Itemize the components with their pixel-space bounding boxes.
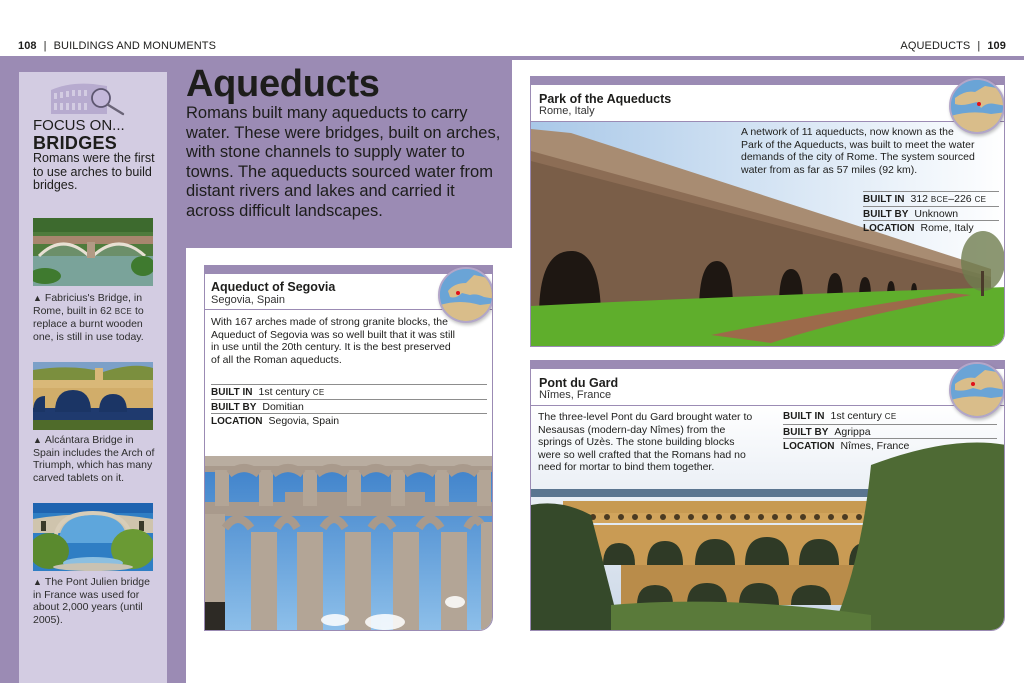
triangle-up-icon: ▲: [33, 435, 42, 445]
fact-row-built-in: [863, 191, 999, 206]
card-body: With 167 arches made of strong granite blocks, the Aqueduct of Segovia was so well built that it was still in use until the 20th century. It is the best preserved of all the Roman aqueducts.: [211, 316, 455, 366]
fact-row-built-by: [211, 399, 487, 414]
fact-label: LOCATION: [863, 223, 915, 234]
card-title: Pont du Gard: [539, 376, 619, 390]
fact-label: BUILT BY: [863, 208, 909, 220]
globe-europe-france-icon: [949, 362, 1005, 418]
card-title: Park of the Aqueducts: [539, 92, 672, 106]
focus-label: FOCUS ON...: [33, 117, 125, 134]
card-title: Aqueduct of Segovia: [211, 280, 336, 294]
caption-text: Fabricius's Bridge, in Rome, built in 62: [33, 292, 143, 317]
separator: |: [977, 40, 981, 52]
fact-label: LOCATION: [783, 441, 835, 452]
alcantara-caption: [33, 434, 159, 484]
focus-title: BRIDGES: [33, 133, 118, 153]
segovia-aqueduct-photo: [205, 452, 493, 631]
era-label: CE: [884, 412, 897, 421]
fact-row-location: [783, 438, 997, 453]
era-label: BCE: [930, 195, 949, 204]
fact-value: 1st century: [258, 386, 313, 398]
card-subtitle: Segovia, Spain: [211, 294, 285, 306]
card-body: The three-level Pont du Gard brought water to Nesausas (modern-day Nîmes) from the springs of Uzès. The stone building blocks were so well crafted that the Romans had no need for mortar to bind them together.: [538, 411, 753, 474]
fact-row-built-in: [211, 384, 487, 399]
fabricius-bridge-photo: [33, 218, 153, 286]
card-subtitle: Rome, Italy: [539, 105, 595, 117]
facts-table: [863, 191, 999, 235]
fact-value: Nîmes, France: [840, 440, 910, 452]
running-head-right: [900, 40, 1006, 52]
fact-row-built-by: [783, 424, 997, 439]
facts-table: [211, 384, 487, 428]
fact-label: BUILT IN: [863, 194, 905, 205]
fact-label: LOCATION: [211, 416, 263, 427]
era-label: BCE: [114, 306, 133, 316]
fact-value: Rome, Italy: [920, 222, 974, 234]
fact-value: Domitian: [262, 400, 304, 413]
globe-europe-italy-icon: [949, 78, 1005, 134]
card-body: A network of 11 aqueducts, now known as the Park of the Aqueducts, was built to meet the water demands of the city of Rome. The system sourced water from as far as 57 miles (92 km).: [741, 126, 975, 176]
section-name-left: BUILDINGS AND MONUMENTS: [53, 40, 217, 52]
caption-text: The Pont Julien bridge in France was used for about 2,000 years (until 2005).: [33, 576, 150, 626]
fabricius-caption: [33, 292, 159, 343]
card-header-bar: [531, 361, 1004, 369]
globe-europe-spain-icon: [438, 267, 493, 323]
section-name-right: AQUEDUCTS: [900, 40, 971, 52]
fact-value: 1st century: [830, 410, 885, 422]
card-header-bar: [531, 77, 1004, 85]
era-label: CE: [974, 195, 987, 204]
fact-row-built-by: [863, 206, 999, 221]
fact-value: Agrippa: [834, 425, 871, 438]
separator: |: [43, 40, 47, 52]
era-label: CE: [312, 388, 325, 397]
alcantara-bridge-photo: [33, 362, 153, 430]
fact-label: BUILT IN: [211, 387, 253, 398]
pont-julien-caption: [33, 576, 159, 626]
colosseum-magnifier-icon: [49, 78, 129, 118]
fact-label: BUILT BY: [211, 401, 257, 413]
triangle-up-icon: ▲: [33, 577, 42, 587]
caption-text: to replace a burnt wooden one, is still in use today.: [33, 304, 144, 343]
card-divider: [531, 121, 1005, 122]
fact-row-location: [863, 220, 999, 235]
fact-value: 312: [910, 193, 931, 205]
intro-paragraph: Romans built many aqueducts to carry water. These were bridges, built on arches, with stone channels to supply water to towns. The aqueducts sourced water from distant rivers and lakes and carried it across difficult landscapes.: [186, 104, 501, 220]
pont-julien-photo: [33, 503, 153, 571]
fact-value: –226: [948, 193, 975, 205]
running-head-left: [18, 40, 216, 52]
fact-label: BUILT IN: [783, 411, 825, 422]
page-title: Aqueducts: [186, 63, 380, 105]
triangle-up-icon: ▲: [33, 293, 42, 303]
page-number-right: 109: [987, 40, 1006, 52]
focus-sidebar: [19, 72, 167, 683]
fact-value: Unknown: [914, 207, 959, 220]
page-number-left: 108: [18, 40, 37, 52]
fact-row-location: [211, 413, 487, 428]
card-pont-du-gard: [530, 360, 1005, 631]
focus-text: Romans were the first to use arches to build bridges.: [33, 151, 155, 192]
caption-text: Alcántara Bridge in Spain includes the Arch of Triumph, which has many carved tablets on it.: [33, 434, 155, 484]
card-aqueduct-of-segovia: [204, 265, 493, 631]
card-subtitle: Nîmes, France: [539, 389, 612, 401]
fact-label: BUILT BY: [783, 426, 829, 438]
fact-value: Segovia, Spain: [268, 415, 340, 427]
card-divider: [531, 405, 1005, 406]
card-park-of-the-aqueducts: [530, 76, 1005, 347]
